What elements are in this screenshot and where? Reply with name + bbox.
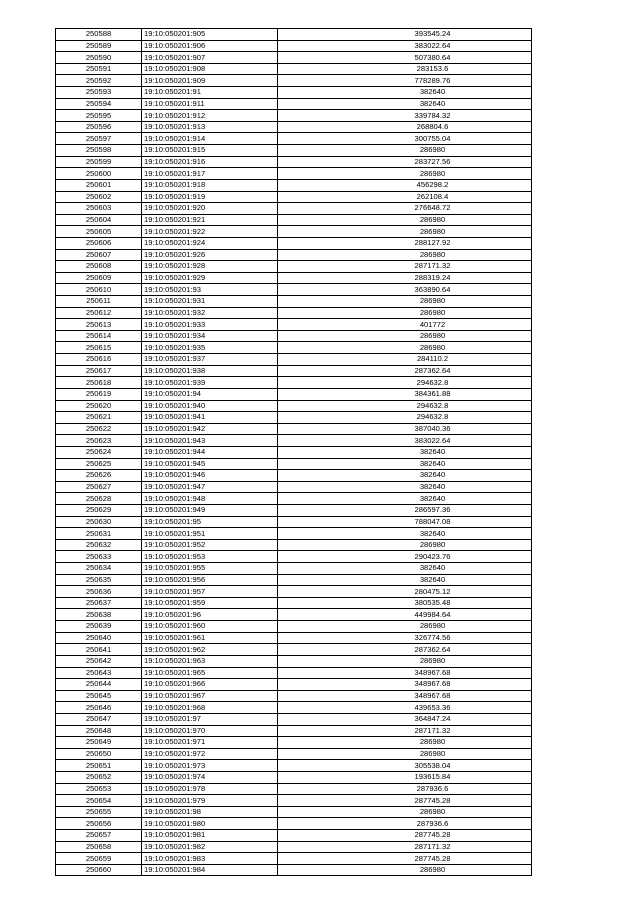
table-row xyxy=(56,191,532,203)
cadastral-number-cell: 19:10:050201:97 xyxy=(142,713,278,725)
cadastral-number-cell: 19:10:050201:912 xyxy=(142,110,278,122)
table-row xyxy=(56,655,532,667)
cadastral-number-cell: 19:10:050201:978 xyxy=(142,783,278,795)
amount-cell: 286980 xyxy=(278,539,532,551)
table-row xyxy=(56,458,532,470)
table-row xyxy=(56,63,532,75)
table-row xyxy=(56,760,532,772)
row-id-cell: 250596 xyxy=(56,121,142,133)
table-row xyxy=(56,237,532,249)
table-row xyxy=(56,145,532,157)
amount-cell: 348967.68 xyxy=(278,690,532,702)
table-row xyxy=(56,354,532,366)
table-row xyxy=(56,830,532,842)
amount-cell: 339784.32 xyxy=(278,110,532,122)
table-row xyxy=(56,214,532,226)
table-row xyxy=(56,679,532,691)
table-row xyxy=(56,226,532,238)
amount-cell: 393545.24 xyxy=(278,29,532,41)
row-id-cell: 250658 xyxy=(56,841,142,853)
table-row xyxy=(56,748,532,760)
amount-cell: 286980 xyxy=(278,296,532,308)
cadastral-number-cell: 19:10:050201:905 xyxy=(142,29,278,41)
row-id-cell: 250626 xyxy=(56,470,142,482)
table-row xyxy=(56,493,532,505)
table-row xyxy=(56,539,532,551)
row-id-cell: 250622 xyxy=(56,423,142,435)
amount-cell: 286980 xyxy=(278,621,532,633)
table-row xyxy=(56,179,532,191)
table-row xyxy=(56,586,532,598)
amount-cell: 439653.36 xyxy=(278,702,532,714)
amount-cell: 280475.12 xyxy=(278,586,532,598)
row-id-cell: 250606 xyxy=(56,237,142,249)
row-id-cell: 250594 xyxy=(56,98,142,110)
amount-cell: 287745.28 xyxy=(278,795,532,807)
table-row xyxy=(56,632,532,644)
cadastral-number-cell: 19:10:050201:96 xyxy=(142,609,278,621)
row-id-cell: 250614 xyxy=(56,330,142,342)
row-id-cell: 250592 xyxy=(56,75,142,87)
table-row xyxy=(56,52,532,64)
cadastral-number-cell: 19:10:050201:907 xyxy=(142,52,278,64)
row-id-cell: 250630 xyxy=(56,516,142,528)
table-row xyxy=(56,307,532,319)
table-row xyxy=(56,249,532,261)
amount-cell: 348967.68 xyxy=(278,667,532,679)
cadastral-number-cell: 19:10:050201:968 xyxy=(142,702,278,714)
table-row xyxy=(56,133,532,145)
cadastral-number-cell: 19:10:050201:982 xyxy=(142,841,278,853)
row-id-cell: 250620 xyxy=(56,400,142,412)
table-row xyxy=(56,481,532,493)
amount-cell: 382640 xyxy=(278,458,532,470)
cadastral-number-cell: 19:10:050201:974 xyxy=(142,772,278,784)
table-row xyxy=(56,551,532,563)
row-id-cell: 250646 xyxy=(56,702,142,714)
cadastral-number-cell: 19:10:050201:934 xyxy=(142,330,278,342)
amount-cell: 286980 xyxy=(278,214,532,226)
cadastral-number-cell: 19:10:050201:931 xyxy=(142,296,278,308)
cadastral-number-cell: 19:10:050201:943 xyxy=(142,435,278,447)
amount-cell: 778289.76 xyxy=(278,75,532,87)
table-row xyxy=(56,725,532,737)
amount-cell: 286980 xyxy=(278,864,532,876)
amount-cell: 287745.28 xyxy=(278,830,532,842)
table-row xyxy=(56,342,532,354)
cadastral-number-cell: 19:10:050201:942 xyxy=(142,423,278,435)
table-row xyxy=(56,330,532,342)
cadastral-number-cell: 19:10:050201:972 xyxy=(142,748,278,760)
cadastral-number-cell: 19:10:050201:920 xyxy=(142,203,278,215)
cadastral-number-cell: 19:10:050201:935 xyxy=(142,342,278,354)
table-row xyxy=(56,75,532,87)
table-row xyxy=(56,435,532,447)
cadastral-number-cell: 19:10:050201:946 xyxy=(142,470,278,482)
cadastral-number-cell: 19:10:050201:971 xyxy=(142,737,278,749)
amount-cell: 262108.4 xyxy=(278,191,532,203)
cadastral-number-cell: 19:10:050201:944 xyxy=(142,446,278,458)
row-id-cell: 250657 xyxy=(56,830,142,842)
amount-cell: 286597.36 xyxy=(278,504,532,516)
amount-cell: 286980 xyxy=(278,226,532,238)
row-id-cell: 250602 xyxy=(56,191,142,203)
amount-cell: 268804.6 xyxy=(278,121,532,133)
row-id-cell: 250653 xyxy=(56,783,142,795)
cadastral-number-cell: 19:10:050201:957 xyxy=(142,586,278,598)
table-row xyxy=(56,737,532,749)
cadastral-number-cell: 19:10:050201:945 xyxy=(142,458,278,470)
row-id-cell: 250599 xyxy=(56,156,142,168)
cadastral-number-cell: 19:10:050201:94 xyxy=(142,388,278,400)
table-row xyxy=(56,388,532,400)
cadastral-number-cell: 19:10:050201:981 xyxy=(142,830,278,842)
table-row xyxy=(56,412,532,424)
table-body xyxy=(56,29,532,876)
amount-cell: 300755.04 xyxy=(278,133,532,145)
cadastral-number-cell: 19:10:050201:963 xyxy=(142,655,278,667)
cadastral-number-cell: 19:10:050201:929 xyxy=(142,272,278,284)
cadastral-number-cell: 19:10:050201:984 xyxy=(142,864,278,876)
cadastral-number-cell: 19:10:050201:940 xyxy=(142,400,278,412)
cadastral-number-cell: 19:10:050201:919 xyxy=(142,191,278,203)
row-id-cell: 250633 xyxy=(56,551,142,563)
table-row xyxy=(56,470,532,482)
table-row xyxy=(56,597,532,609)
table-row xyxy=(56,621,532,633)
amount-cell: 456298.2 xyxy=(278,179,532,191)
amount-cell: 286980 xyxy=(278,655,532,667)
cadastral-number-cell: 19:10:050201:948 xyxy=(142,493,278,505)
table-row xyxy=(56,574,532,586)
cadastral-number-cell: 19:10:050201:928 xyxy=(142,261,278,273)
row-id-cell: 250611 xyxy=(56,296,142,308)
amount-cell: 287171.32 xyxy=(278,841,532,853)
amount-cell: 287936.6 xyxy=(278,818,532,830)
table-row xyxy=(56,609,532,621)
cadastral-number-cell: 19:10:050201:966 xyxy=(142,679,278,691)
row-id-cell: 250627 xyxy=(56,481,142,493)
cadastral-number-cell: 19:10:050201:947 xyxy=(142,481,278,493)
cadastral-number-cell: 19:10:050201:98 xyxy=(142,806,278,818)
amount-cell: 290423.76 xyxy=(278,551,532,563)
amount-cell: 507380.64 xyxy=(278,52,532,64)
row-id-cell: 250619 xyxy=(56,388,142,400)
amount-cell: 286980 xyxy=(278,249,532,261)
table-row xyxy=(56,87,532,99)
amount-cell: 294632.8 xyxy=(278,377,532,389)
row-id-cell: 250660 xyxy=(56,864,142,876)
row-id-cell: 250654 xyxy=(56,795,142,807)
row-id-cell: 250600 xyxy=(56,168,142,180)
amount-cell: 287171.32 xyxy=(278,261,532,273)
table-row xyxy=(56,690,532,702)
amount-cell: 288319.24 xyxy=(278,272,532,284)
cadastral-number-cell: 19:10:050201:918 xyxy=(142,179,278,191)
row-id-cell: 250643 xyxy=(56,667,142,679)
amount-cell: 288127.92 xyxy=(278,237,532,249)
table-row xyxy=(56,516,532,528)
amount-cell: 305538.04 xyxy=(278,760,532,772)
row-id-cell: 250623 xyxy=(56,435,142,447)
table-row xyxy=(56,841,532,853)
cadastral-number-cell: 19:10:050201:949 xyxy=(142,504,278,516)
row-id-cell: 250652 xyxy=(56,772,142,784)
row-id-cell: 250640 xyxy=(56,632,142,644)
amount-cell: 382640 xyxy=(278,98,532,110)
cadastral-number-cell: 19:10:050201:961 xyxy=(142,632,278,644)
row-id-cell: 250593 xyxy=(56,87,142,99)
table-row xyxy=(56,156,532,168)
table-row xyxy=(56,702,532,714)
amount-cell: 364847.24 xyxy=(278,713,532,725)
amount-cell: 283727.56 xyxy=(278,156,532,168)
amount-cell: 326774.56 xyxy=(278,632,532,644)
row-id-cell: 250638 xyxy=(56,609,142,621)
amount-cell: 380535.48 xyxy=(278,597,532,609)
row-id-cell: 250635 xyxy=(56,574,142,586)
amount-cell: 286980 xyxy=(278,145,532,157)
amount-cell: 382640 xyxy=(278,446,532,458)
amount-cell: 287745.28 xyxy=(278,853,532,865)
amount-cell: 286980 xyxy=(278,737,532,749)
table-row xyxy=(56,528,532,540)
row-id-cell: 250601 xyxy=(56,179,142,191)
cadastral-number-cell: 19:10:050201:970 xyxy=(142,725,278,737)
row-id-cell: 250631 xyxy=(56,528,142,540)
amount-cell: 287936.6 xyxy=(278,783,532,795)
cadastral-number-cell: 19:10:050201:916 xyxy=(142,156,278,168)
row-id-cell: 250590 xyxy=(56,52,142,64)
row-id-cell: 250632 xyxy=(56,539,142,551)
amount-cell: 294632.8 xyxy=(278,400,532,412)
amount-cell: 276648.72 xyxy=(278,203,532,215)
amount-cell: 286980 xyxy=(278,748,532,760)
cadastral-number-cell: 19:10:050201:941 xyxy=(142,412,278,424)
row-id-cell: 250608 xyxy=(56,261,142,273)
row-id-cell: 250628 xyxy=(56,493,142,505)
row-id-cell: 250603 xyxy=(56,203,142,215)
table-row xyxy=(56,284,532,296)
table-row xyxy=(56,98,532,110)
cadastral-number-cell: 19:10:050201:959 xyxy=(142,597,278,609)
table-row xyxy=(56,40,532,52)
cadastral-number-cell: 19:10:050201:953 xyxy=(142,551,278,563)
table-row xyxy=(56,446,532,458)
cadastral-number-cell: 19:10:050201:913 xyxy=(142,121,278,133)
row-id-cell: 250609 xyxy=(56,272,142,284)
row-id-cell: 250616 xyxy=(56,354,142,366)
amount-cell: 286980 xyxy=(278,330,532,342)
cadastral-number-cell: 19:10:050201:960 xyxy=(142,621,278,633)
table-row xyxy=(56,713,532,725)
amount-cell: 286980 xyxy=(278,342,532,354)
cadastral-number-cell: 19:10:050201:937 xyxy=(142,354,278,366)
amount-cell: 294632.8 xyxy=(278,412,532,424)
table-row xyxy=(56,644,532,656)
cadastral-number-cell: 19:10:050201:965 xyxy=(142,667,278,679)
table-row xyxy=(56,400,532,412)
row-id-cell: 250641 xyxy=(56,644,142,656)
cadastral-number-cell: 19:10:050201:938 xyxy=(142,365,278,377)
amount-cell: 401772 xyxy=(278,319,532,331)
row-id-cell: 250636 xyxy=(56,586,142,598)
cadastral-number-cell: 19:10:050201:956 xyxy=(142,574,278,586)
row-id-cell: 250607 xyxy=(56,249,142,261)
amount-cell: 286980 xyxy=(278,806,532,818)
row-id-cell: 250589 xyxy=(56,40,142,52)
row-id-cell: 250605 xyxy=(56,226,142,238)
cadastral-number-cell: 19:10:050201:922 xyxy=(142,226,278,238)
row-id-cell: 250651 xyxy=(56,760,142,772)
amount-cell: 287362.64 xyxy=(278,644,532,656)
row-id-cell: 250645 xyxy=(56,690,142,702)
row-id-cell: 250634 xyxy=(56,563,142,575)
cadastral-number-cell: 19:10:050201:914 xyxy=(142,133,278,145)
row-id-cell: 250659 xyxy=(56,853,142,865)
amount-cell: 286980 xyxy=(278,168,532,180)
cadastral-number-cell: 19:10:050201:980 xyxy=(142,818,278,830)
amount-cell: 284110.2 xyxy=(278,354,532,366)
cadastral-number-cell: 19:10:050201:911 xyxy=(142,98,278,110)
row-id-cell: 250629 xyxy=(56,504,142,516)
table-row xyxy=(56,667,532,679)
row-id-cell: 250649 xyxy=(56,737,142,749)
row-id-cell: 250613 xyxy=(56,319,142,331)
row-id-cell: 250618 xyxy=(56,377,142,389)
table-row xyxy=(56,110,532,122)
table-row xyxy=(56,272,532,284)
table-row xyxy=(56,261,532,273)
amount-cell: 283153.6 xyxy=(278,63,532,75)
amount-cell: 382640 xyxy=(278,563,532,575)
cadastral-number-cell: 19:10:050201:967 xyxy=(142,690,278,702)
row-id-cell: 250621 xyxy=(56,412,142,424)
cadastral-number-cell: 19:10:050201:93 xyxy=(142,284,278,296)
row-id-cell: 250656 xyxy=(56,818,142,830)
cadastral-number-cell: 19:10:050201:909 xyxy=(142,75,278,87)
row-id-cell: 250597 xyxy=(56,133,142,145)
amount-cell: 383022.64 xyxy=(278,40,532,52)
row-id-cell: 250637 xyxy=(56,597,142,609)
table-row xyxy=(56,806,532,818)
cadastral-number-cell: 19:10:050201:962 xyxy=(142,644,278,656)
amount-cell: 384361.88 xyxy=(278,388,532,400)
cadastral-number-cell: 19:10:050201:906 xyxy=(142,40,278,52)
table-row xyxy=(56,29,532,41)
table-row xyxy=(56,818,532,830)
amount-cell: 348967.68 xyxy=(278,679,532,691)
row-id-cell: 250648 xyxy=(56,725,142,737)
cadastral-number-cell: 19:10:050201:95 xyxy=(142,516,278,528)
cadastral-number-cell: 19:10:050201:921 xyxy=(142,214,278,226)
cadastral-number-cell: 19:10:050201:91 xyxy=(142,87,278,99)
cadastral-number-cell: 19:10:050201:955 xyxy=(142,563,278,575)
row-id-cell: 250610 xyxy=(56,284,142,296)
row-id-cell: 250625 xyxy=(56,458,142,470)
table-row xyxy=(56,563,532,575)
cadastral-number-cell: 19:10:050201:983 xyxy=(142,853,278,865)
amount-cell: 193615.84 xyxy=(278,772,532,784)
amount-cell: 382640 xyxy=(278,574,532,586)
row-id-cell: 250655 xyxy=(56,806,142,818)
row-id-cell: 250639 xyxy=(56,621,142,633)
row-id-cell: 250612 xyxy=(56,307,142,319)
cadastral-number-cell: 19:10:050201:939 xyxy=(142,377,278,389)
table-row xyxy=(56,853,532,865)
amount-cell: 382640 xyxy=(278,493,532,505)
row-id-cell: 250642 xyxy=(56,655,142,667)
amount-cell: 449984.64 xyxy=(278,609,532,621)
cadastral-number-cell: 19:10:050201:917 xyxy=(142,168,278,180)
cadastral-number-cell: 19:10:050201:979 xyxy=(142,795,278,807)
data-table xyxy=(55,28,532,876)
table-row xyxy=(56,168,532,180)
row-id-cell: 250615 xyxy=(56,342,142,354)
amount-cell: 382640 xyxy=(278,87,532,99)
cadastral-number-cell: 19:10:050201:951 xyxy=(142,528,278,540)
table-row xyxy=(56,795,532,807)
table-row xyxy=(56,203,532,215)
amount-cell: 287362.64 xyxy=(278,365,532,377)
row-id-cell: 250624 xyxy=(56,446,142,458)
table-row xyxy=(56,377,532,389)
amount-cell: 383022.64 xyxy=(278,435,532,447)
amount-cell: 382640 xyxy=(278,528,532,540)
cadastral-number-cell: 19:10:050201:908 xyxy=(142,63,278,75)
row-id-cell: 250644 xyxy=(56,679,142,691)
cadastral-number-cell: 19:10:050201:932 xyxy=(142,307,278,319)
amount-cell: 788047.08 xyxy=(278,516,532,528)
table-row xyxy=(56,772,532,784)
cadastral-number-cell: 19:10:050201:952 xyxy=(142,539,278,551)
cadastral-number-cell: 19:10:050201:933 xyxy=(142,319,278,331)
row-id-cell: 250588 xyxy=(56,29,142,41)
row-id-cell: 250617 xyxy=(56,365,142,377)
cadastral-number-cell: 19:10:050201:973 xyxy=(142,760,278,772)
row-id-cell: 250650 xyxy=(56,748,142,760)
table-row xyxy=(56,423,532,435)
table-row xyxy=(56,783,532,795)
table-row xyxy=(56,864,532,876)
amount-cell: 382640 xyxy=(278,470,532,482)
row-id-cell: 250647 xyxy=(56,713,142,725)
table-row xyxy=(56,365,532,377)
amount-cell: 363890.64 xyxy=(278,284,532,296)
cadastral-number-cell: 19:10:050201:915 xyxy=(142,145,278,157)
amount-cell: 387040.36 xyxy=(278,423,532,435)
amount-cell: 286980 xyxy=(278,307,532,319)
row-id-cell: 250595 xyxy=(56,110,142,122)
amount-cell: 287171.32 xyxy=(278,725,532,737)
row-id-cell: 250604 xyxy=(56,214,142,226)
row-id-cell: 250591 xyxy=(56,63,142,75)
table-row xyxy=(56,504,532,516)
cadastral-number-cell: 19:10:050201:926 xyxy=(142,249,278,261)
cadastral-number-cell: 19:10:050201:924 xyxy=(142,237,278,249)
amount-cell: 382640 xyxy=(278,481,532,493)
table-row xyxy=(56,319,532,331)
row-id-cell: 250598 xyxy=(56,145,142,157)
table-row xyxy=(56,296,532,308)
table-row xyxy=(56,121,532,133)
